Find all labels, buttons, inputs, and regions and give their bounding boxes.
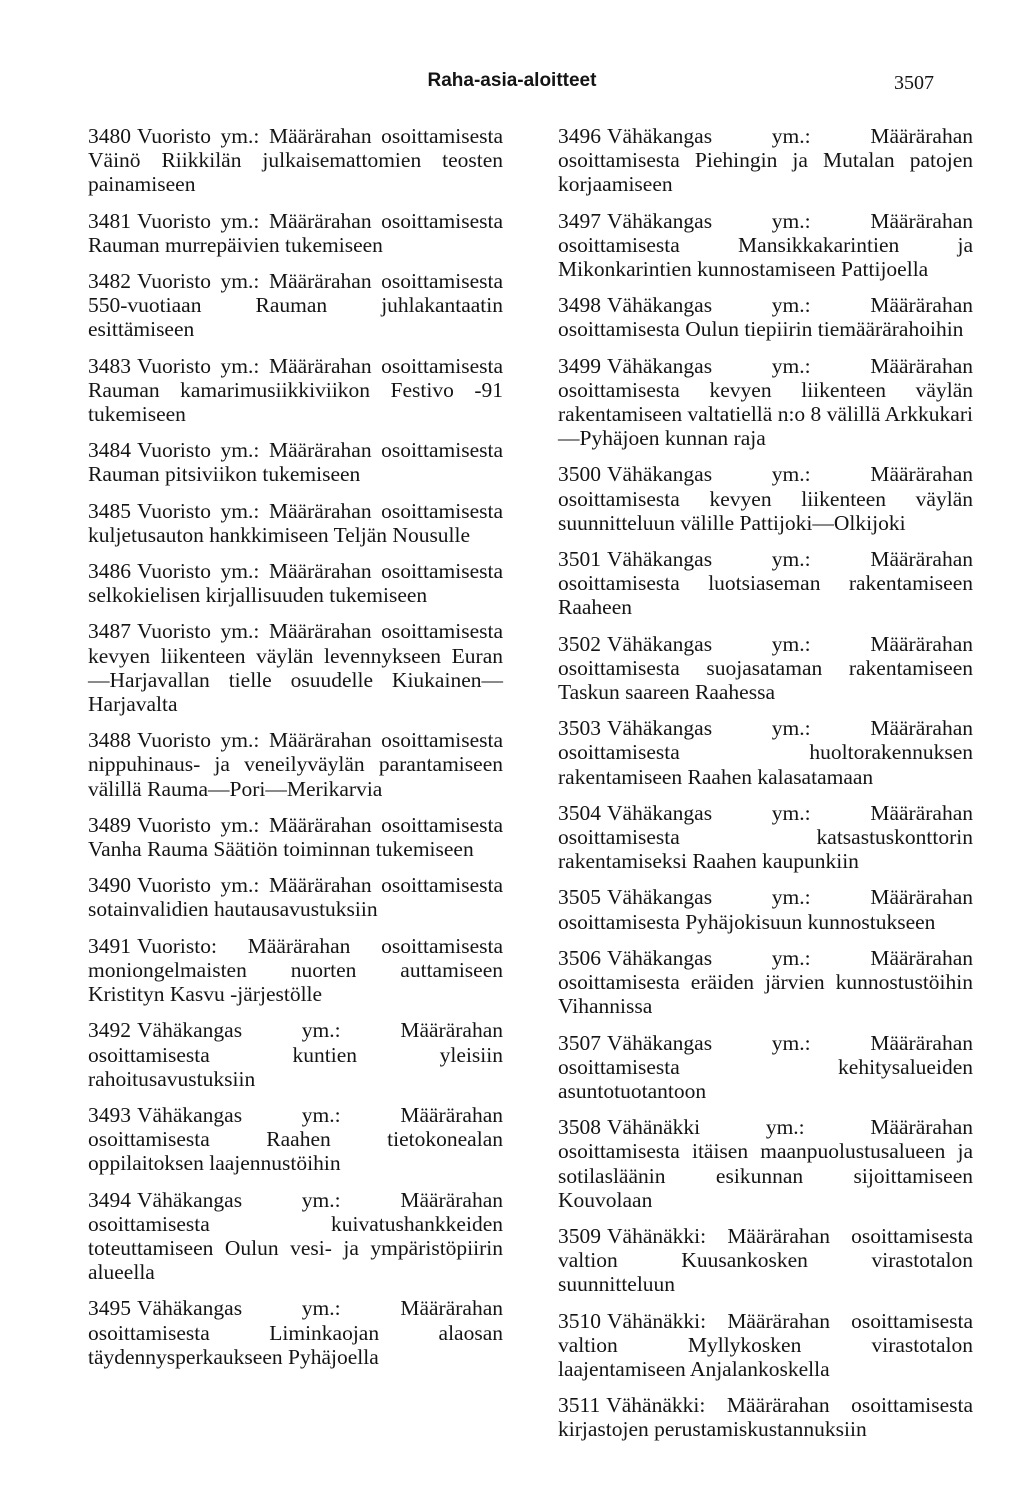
motion-number: 3485 — [88, 498, 131, 523]
motion-entry — [558, 462, 973, 535]
motion-entry — [88, 1188, 503, 1285]
motion-entry — [88, 1103, 503, 1176]
motion-title: Vähänäkki ym.: Määrärahan osoittamisesta itäisen maanpuolustusalueen ja sotilasläänin esikunnan sijoittamiseen Kouvolaan — [558, 1115, 973, 1212]
motion-entry — [558, 632, 973, 705]
motion-title: Vähäkangas ym.: Määrärahan osoittamisesta kevyen liikenteen väylän suunnitteluun välille Pattijoki—Olkijoki — [558, 462, 973, 535]
motion-number: 3482 — [88, 269, 131, 294]
motion-entry — [558, 1115, 973, 1212]
motion-number: 3489 — [88, 812, 131, 837]
motion-number: 3503 — [558, 716, 601, 741]
motion-title: Vähäkangas ym.: Määrärahan osoittamisesta kehitysalueiden asuntotuotantoon — [558, 1030, 973, 1103]
motion-title: Vuoristo ym.: Määrärahan osoittamisesta Rauman kamarimusiikkiviikon Festivo -91 tukemiseen — [88, 353, 503, 427]
motion-entry — [88, 124, 503, 197]
motion-title: Vuoristo ym.: Määrärahan osoittamisesta selkokielisen kirjallisuuden tukemiseen — [88, 559, 503, 608]
motion-title: Vähäkangas ym.: Määrärahan osoittamisesta katsastuskonttorin rakentamiseksi Raahen kaupunkiin — [558, 800, 973, 874]
motion-number: 3511 — [558, 1393, 601, 1418]
motion-number: 3502 — [558, 631, 601, 656]
motion-entry — [558, 1224, 973, 1297]
motion-number: 3490 — [88, 873, 131, 898]
motion-number: 3505 — [558, 885, 601, 910]
motion-title: Vuoristo ym.: Määrärahan osoittamisesta kevyen liikenteen väylän levennykseen Euran—Harjavallan tielle osuudelle Kiukainen—Harjavalta — [88, 619, 503, 717]
motion-entry — [558, 1031, 973, 1104]
left-column — [88, 124, 503, 1381]
motion-number: 3509 — [558, 1223, 601, 1248]
motion-entry — [558, 547, 973, 620]
motion-number: 3481 — [88, 208, 131, 233]
motion-entry — [88, 209, 503, 257]
motion-title: Vuoristo: Määrärahan osoittamisesta moniongelmaisten nuorten auttamiseen Kristityn Kasvu -järjestölle — [88, 933, 503, 1007]
motion-title: Vähänäkki: Määrärahan osoittamisesta kirjastojen perustamiskustannuksiin — [558, 1393, 973, 1442]
motion-number: 3501 — [558, 547, 601, 572]
motion-entry — [88, 934, 503, 1007]
motion-entry — [88, 1018, 503, 1091]
motion-entry — [558, 293, 973, 341]
motion-title: Vähäkangas ym.: Määrärahan osoittamisesta Liminkaojan alaosan täydennysperkaukseen Pyhäjoella — [88, 1296, 503, 1369]
motion-number: 3495 — [88, 1296, 131, 1321]
motion-number: 3492 — [88, 1018, 131, 1043]
motion-number: 3499 — [558, 353, 601, 378]
motion-title: Vähäkangas ym.: Määrärahan osoittamisesta Mansikkakarintien ja Mikonkarintien kunnostamiseen Pattijoella — [558, 208, 973, 282]
motion-entry — [88, 559, 503, 607]
motion-entry — [558, 1393, 973, 1441]
motion-title: Vähäkangas ym.: Määrärahan osoittamisesta luotsiaseman rakentamiseen Raaheen — [558, 547, 973, 620]
motion-title: Vähäkangas ym.: Määrärahan osoittamisesta kuivatushankkeiden toteuttamiseen Oulun vesi- ja ympäristöpiirin alueella — [88, 1187, 503, 1285]
motion-entry — [88, 813, 503, 861]
motion-title: Vuoristo ym.: Määrärahan osoittamisesta Väinö Riikkilän julkaisemattomien teosten painamiseen — [88, 124, 503, 197]
motion-title: Vähäkangas ym.: Määrärahan osoittamisesta Raahen tietokonealan oppilaitoksen laajennustöihin — [88, 1102, 503, 1176]
motion-number: 3497 — [558, 208, 601, 233]
motion-entry — [88, 1296, 503, 1369]
motion-title: Vähäkangas ym.: Määrärahan osoittamisesta Pyhäjokisuun kunnostukseen — [558, 885, 973, 934]
page-number: 3507 — [894, 72, 934, 94]
motion-title: Vuoristo ym.: Määrärahan osoittamisesta Rauman pitsiviikon tukemiseen — [88, 438, 503, 487]
motion-entry — [558, 801, 973, 874]
motion-entry — [558, 1309, 973, 1382]
motion-title: Vuoristo ym.: Määrärahan osoittamisesta nippuhinaus- ja veneilyväylän parantamiseen välillä Rauma—Pori—Merikarvia — [88, 728, 503, 801]
motion-number: 3500 — [558, 462, 601, 487]
motion-entry — [88, 619, 503, 716]
running-title: Raha-asia-aloitteet — [427, 70, 597, 91]
motion-number: 3483 — [88, 353, 131, 378]
motion-number: 3507 — [558, 1030, 601, 1055]
motion-number: 3486 — [88, 559, 131, 584]
motion-title: Vähäkangas ym.: Määrärahan osoittamisesta huoltorakennuksen rakentamiseen Raahen kalasatamaan — [558, 716, 973, 789]
motion-title: Vuoristo ym.: Määrärahan osoittamisesta kuljetusauton hankkimiseen Teljän Nousulle — [88, 498, 503, 547]
motion-number: 3493 — [88, 1102, 131, 1127]
motion-entry — [558, 716, 973, 789]
motion-entry — [88, 728, 503, 801]
motion-entry — [88, 438, 503, 486]
right-column — [558, 124, 973, 1454]
motion-title: Vähäkangas ym.: Määrärahan osoittamisesta Piehingin ja Mutalan patojen korjaamiseen — [558, 124, 973, 197]
motion-title: Vähäkangas ym.: Määrärahan osoittamisesta suojasataman rakentamiseen Taskun saareen Raahessa — [558, 631, 973, 705]
motion-number: 3491 — [88, 933, 131, 958]
motion-entry — [88, 354, 503, 427]
motion-entry — [88, 269, 503, 342]
motion-title: Vähäkangas ym.: Määrärahan osoittamisesta Oulun tiepiirin tiemäärärahoihin — [558, 293, 973, 342]
motion-title: Vähänäkki: Määrärahan osoittamisesta valtion Myllykosken virastotalon laajentamiseen Anjalankoskella — [558, 1308, 973, 1381]
motion-title: Vuoristo ym.: Määrärahan osoittamisesta Vanha Rauma Säätiön toiminnan tukemiseen — [88, 812, 503, 862]
motion-entry — [558, 354, 973, 451]
motion-title: Vähäkangas ym.: Määrärahan osoittamisesta kevyen liikenteen väylän rakentamiseen valtatiellä n:o 8 välillä Arkkukari—Pyhäjoen kunnan raja — [558, 353, 973, 451]
motion-title: Vähäkangas ym.: Määrärahan osoittamisesta eräiden järvien kunnostustöihin Vihannissa — [558, 945, 973, 1019]
motion-number: 3487 — [88, 619, 131, 644]
motion-number: 3508 — [558, 1115, 601, 1140]
motion-title: Vuoristo ym.: Määrärahan osoittamisesta 550-vuotiaan Rauman juhlakantaatin esittämiseen — [88, 269, 503, 342]
motion-entry — [558, 885, 973, 933]
motion-title: Vähäkangas ym.: Määrärahan osoittamisesta kuntien yleisiin rahoitusavustuksiin — [88, 1018, 503, 1091]
motion-entry — [88, 499, 503, 547]
motion-number: 3498 — [558, 293, 601, 318]
motion-title: Vuoristo ym.: Määrärahan osoittamisesta Rauman murrepäivien tukemiseen — [88, 208, 503, 257]
motion-entry — [88, 873, 503, 921]
motion-number: 3496 — [558, 124, 601, 148]
motion-entry — [558, 209, 973, 282]
page-header — [0, 70, 1024, 100]
motion-entry — [558, 124, 973, 197]
motion-number: 3480 — [88, 124, 131, 148]
motion-entry — [558, 946, 973, 1019]
motion-number: 3494 — [88, 1187, 131, 1212]
motion-number: 3488 — [88, 728, 131, 753]
motion-title: Vuoristo ym.: Määrärahan osoittamisesta sotainvalidien hautausavustuksiin — [88, 873, 503, 922]
motion-number: 3504 — [558, 800, 601, 825]
motion-number: 3510 — [558, 1308, 601, 1333]
motion-title: Vähänäkki: Määrärahan osoittamisesta valtion Kuusankosken virastotalon suunnitteluun — [558, 1223, 973, 1297]
motion-number: 3506 — [558, 945, 601, 970]
motion-number: 3484 — [88, 438, 131, 463]
